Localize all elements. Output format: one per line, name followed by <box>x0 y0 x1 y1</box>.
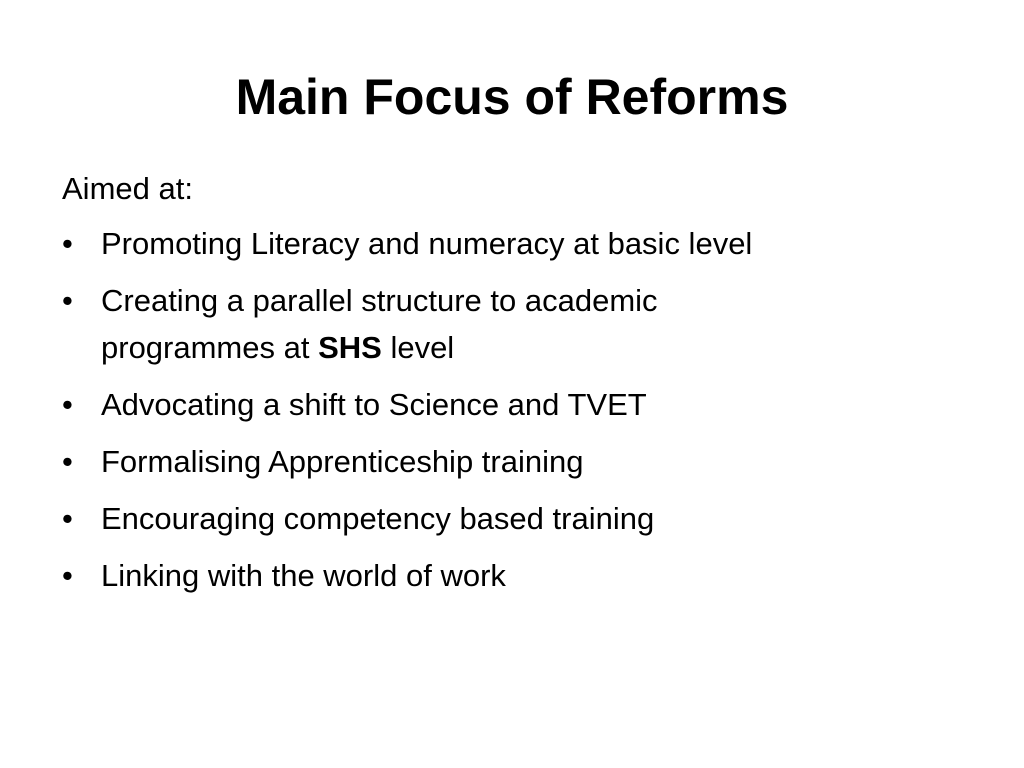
bullet-text: Encouraging competency based training <box>101 501 655 536</box>
slide-title: Main Focus of Reforms <box>235 69 789 125</box>
bullet-item <box>62 381 962 428</box>
bullet-text: Advocating a shift to Science and TVET <box>101 387 647 422</box>
bullet-icon: • <box>62 283 73 318</box>
bullet-text-prefix: Creating a parallel structure to academic programmes at <box>101 283 658 365</box>
intro-text: Aimed at: <box>62 171 193 206</box>
bullet-item <box>62 552 962 599</box>
bullet-text: Linking with the world of work <box>101 558 506 593</box>
bullet-text-bold: SHS <box>318 330 382 365</box>
bullet-text: Promoting Literacy and numeracy at basic level <box>101 226 753 261</box>
bullet-icon: • <box>62 387 73 422</box>
bullet-icon: • <box>62 501 73 536</box>
bullet-item <box>62 438 962 485</box>
slide-body <box>62 165 962 609</box>
bullet-item <box>62 277 801 371</box>
bullet-item <box>62 495 962 542</box>
bullet-text-suffix: level <box>381 330 455 365</box>
bullet-list <box>62 220 962 599</box>
bullet-text: Formalising Apprenticeship training <box>101 444 584 479</box>
bullet-icon: • <box>62 558 73 593</box>
bullet-item <box>62 220 962 267</box>
bullet-icon: • <box>62 226 73 261</box>
bullet-icon: • <box>62 444 73 479</box>
